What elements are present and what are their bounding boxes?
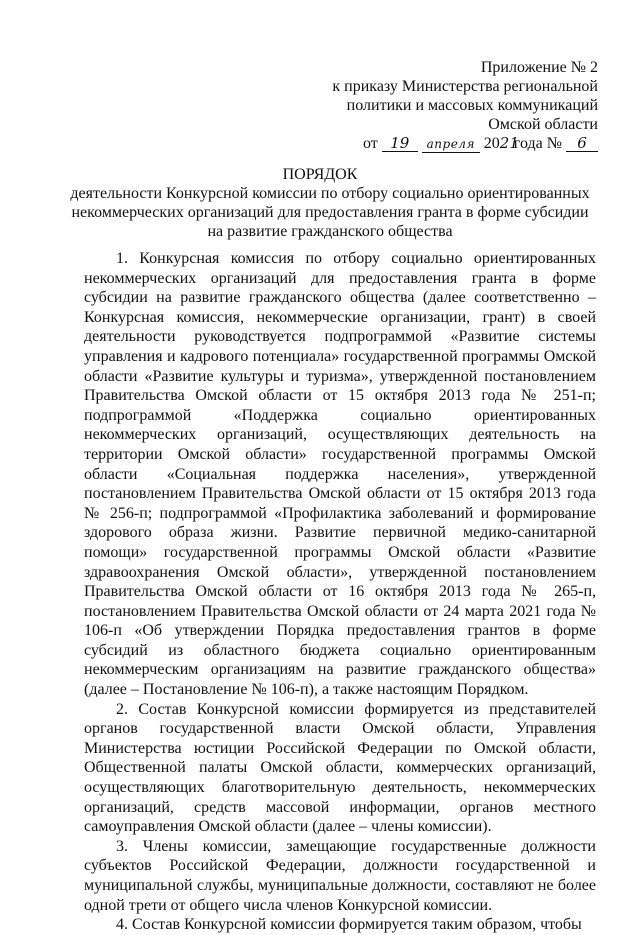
order-date-line	[332, 134, 598, 153]
paragraph-3: 3. Члены комиссии, замещающие государственные должности субъектов Российской Федерации, должности государственной и муниципальной службы, муниципальные должности, составляют не более одной трети от общего числа членов Конкурсной комиссии.	[84, 837, 596, 914]
date-year-prefix: 20	[483, 135, 500, 152]
date-year-handwritten: 21	[499, 134, 519, 152]
date-month-handwritten: апреля	[422, 136, 480, 153]
appendix-order-line: к приказу Министерства региональной	[332, 78, 598, 95]
paragraph-1: 1. Конкурсная комиссия по отбору социально ориентированных некоммерческих организаций для предоставления гранта в форме субсидии на развитие гражданского общества (далее соответственно – Конкурсная комиссия, некоммерческие организации, грант) в своей деятельности руководствуется подпрограммой «Развитие системы управления и кадрового потенциала» государственной программы Омской области «Развитие культуры и туризма», утвержденной постановлением Правительства Омской области от 15 октября 2013 года № 251-п; подпрограммой «Поддержка социально ориентированных некоммерческих организаций, осуществляющих деятельность на территории Омской области» государственной программы Омской области «Социальная поддержка населения», утвержденной постановлением Правительства Омской области от 15 октября 2013 года № 256-п; подпрограммой «Профилактика заболеваний и формирование здорового образа жизни. Развитие первичной медико-санитарной помощи» государственной программы Омской области «Развитие здравоохранения Омской области», утвержденной постановлением Правительства Омской области от 16 октября 2013 года № 265-п, постановлением Правительства Омской области от 24 марта 2021 года № 106-п «Об утверждении Порядка предоставления грантов в форме субсидий из областного бюджета социально ориентированным некоммерческим организациям на развитие гражданского общества» (далее – Постановление № 106-п), а также настоящим Порядком.	[84, 250, 596, 699]
appendix-region-line: Омской области	[488, 116, 598, 133]
date-prefix: от	[363, 135, 378, 152]
document-body	[84, 249, 596, 935]
order-number-handwritten: 6	[566, 135, 598, 152]
date-day-handwritten: 19	[382, 135, 418, 152]
paragraph-4: 4. Состав Конкурсной комиссии формируется таким образом, чтобы	[116, 916, 582, 934]
appendix-header	[332, 58, 598, 153]
document-subtitle: деятельности Конкурсной комиссии по отбору социально ориентированных некоммерческих организаций для предоставления гранта в форме субсидии на развитие гражданского общества	[70, 185, 590, 240]
appendix-number: Приложение № 2	[480, 59, 598, 76]
document-title: ПОРЯДОК	[282, 166, 358, 183]
appendix-ministry-line: политики и массовых коммуникаций	[346, 97, 598, 114]
paragraph-2: 2. Состав Конкурсной комиссии формируется из представителей органов государственной власти Омской области, Управления Министерства юстиции Российской Федерации по Омской области, Общественной палаты Омской области, коммерческих организаций, осуществляющих благотворительную деятельность, некоммерческих организаций, средств массовой информации, органов местного самоуправления Омской области (далее – члены комиссии).	[84, 700, 596, 836]
date-number-label: года №	[513, 135, 562, 152]
